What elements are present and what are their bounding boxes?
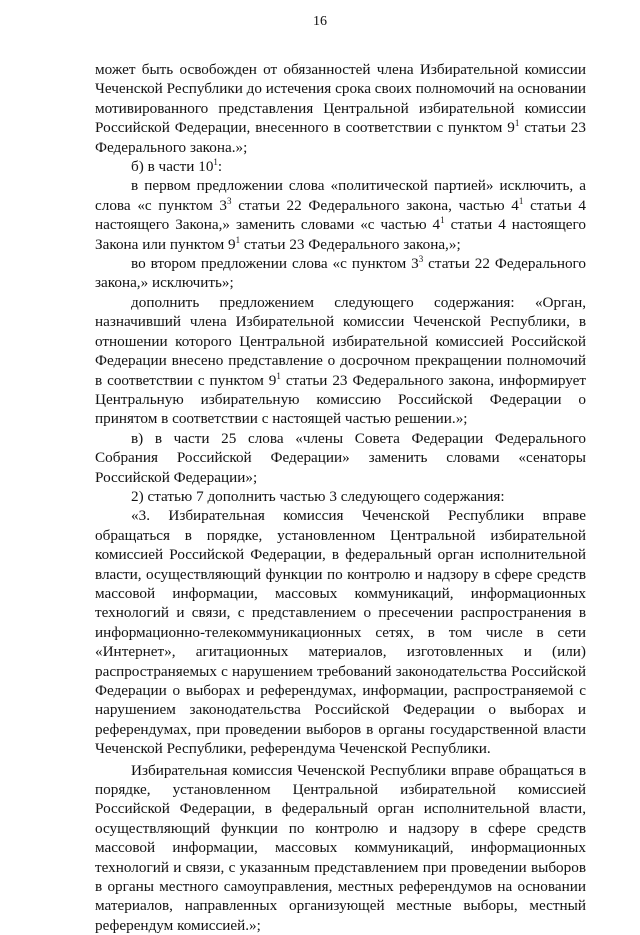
paragraph-5: дополнить предложением следующего содержания: «Орган, назначивший члена Избирательной комиссии Чеченской Республики, в отношении которого Центральной избирательной комиссией Российской Федерации внесено представление о досрочном прекращении полномочий в соответствии с пунктом $9^1$ статьи 23 Федерального закона, информирует Центральную избирательную комиссию Российской Федерации о принятом в соответствии с настоящей частью решении.»;	[95, 293, 586, 428]
paragraph-7: 2) статью 7 дополнить частью 3 следующего содержания:	[131, 487, 505, 505]
document-body	[95, 60, 586, 935]
paragraph-4: во втором предложении слова «с пунктом $3^3$ статьи 22 Федерального закона,» исключить»;	[95, 254, 586, 292]
page-number: 16	[313, 14, 327, 29]
paragraph-8: «3. Избирательная комиссия Чеченской Республики вправе обращаться в порядке, установленном Центральной избирательной комиссией Российской Федерации, в федеральный орган исполнительной власти, осуществляющий функции по контролю и надзору в сфере средств массовой информации, массовых коммуникаций, информационных технологий и связи, с представлением о пресечении распространения в информационно-телекоммуникационных сетях, в том числе в сети «Интернет», агитационных материалов, изготовленных и (или) распространяемых с нарушением требований законодательства Российской Федерации о выборах и референдумах, информации, распространяемой с нарушением законодательства Российской Федерации о выборах и референдумах, при проведении выборов в органы государственной власти Чеченской Республики, референдума Чеченской Республики.	[95, 507, 586, 758]
paragraph-3: в первом предложении слова «политической партией» исключить, а слова «с пунктом $3^3$ статьи 22 Федерального закона, частью $4^1$ статьи 4 настоящего Закона,» заменить словами «с частью $4^1$ статьи 4 настоящего Закона или пунктом $9^1$ статьи 23 Федерального закона,»;	[95, 177, 587, 253]
paragraph-1: может быть освобожден от обязанностей члена Избирательной комиссии Чеченской Республики до истечения срока своих полномочий на основании мотивированного представления Центральной избирательной комиссии Российской Федерации, внесенного в соответствии с пунктом $9^1$ статьи 23 Федерального закона.»;	[95, 61, 586, 156]
paragraph-9: Избирательная комиссия Чеченской Республики вправе обращаться в порядке, установленном Центральной избирательной комиссией Российской Федерации, в федеральный орган исполнительной власти, осуществляющий функции по контролю и надзору в сфере средств массовой информации, массовых коммуникаций, информационных технологий и связи, с указанным представлением при проведении выборов в органы местного самоуправления, местных референдумов на основании материалов, направленных организующей местные выборы, местный референдум комиссией.»;	[95, 761, 586, 934]
paragraph-2: б) в части $10^1$:	[131, 156, 223, 176]
paragraph-6: в) в части 25 слова «члены Совета Федерации Федерального Собрания Российской Федерации» заменить словами «сенаторы Российской Федерации»;	[95, 429, 586, 486]
